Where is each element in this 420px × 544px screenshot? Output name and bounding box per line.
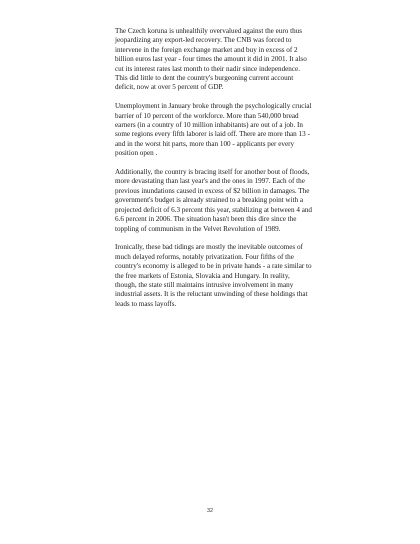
paragraph: The Czech koruna is unhealthily overvalued against the euro thus jeopardizing any export-led recovery. The CNB was forced to intervene in the foreign exchange market and buy in excess of 2 billion euros last year - four times the amount it did in 2001. It also cut its interest rates last month to their nadir since independence. This did little to dent the country's burgeoning current account deficit, now at over 5 percent of GDP. bbox=[115, 27, 307, 92]
paragraph: Unemployment in January broke through the psychologically crucial barrier of 10 percent of the workforce. More than 540,000 bread earners (in a country of 10 million inhabitants) are out of a job. In some regions every fifth laborer is laid off. There are more than 13 - and in the worst hit parts, more than 100 - applicants per every position open . bbox=[115, 102, 312, 158]
page-number: 32 bbox=[206, 508, 214, 514]
paragraph: Additionally, the country is bracing itself for another bout of floods, more devastating than last year's and the ones in 1997. Each of the previous inundations caused in excess of $2 billion in damages. The government's budget is already strained to a breaking point with a projected deficit of 6.3 percent this year, stabilizing at between 4 and 6.6 percent in 2006. The situation hasn't been this dire since the toppling of communism in the Velvet Revolution of 1989. bbox=[115, 168, 312, 233]
paragraph: Ironically, these bad tidings are mostly the inevitable outcomes of much delayed reforms, notably privatization. Four fifths of the country's economy is alleged to be in private hands - a rate similar to the free markets of Estonia, Slovakia and Hungary. In reality, though, the state still maintains intrusive involvement in many industrial assets. It is the reluctant unwinding of these holdings that leads to mass layoffs. bbox=[115, 243, 312, 308]
body-text bbox=[115, 27, 313, 319]
